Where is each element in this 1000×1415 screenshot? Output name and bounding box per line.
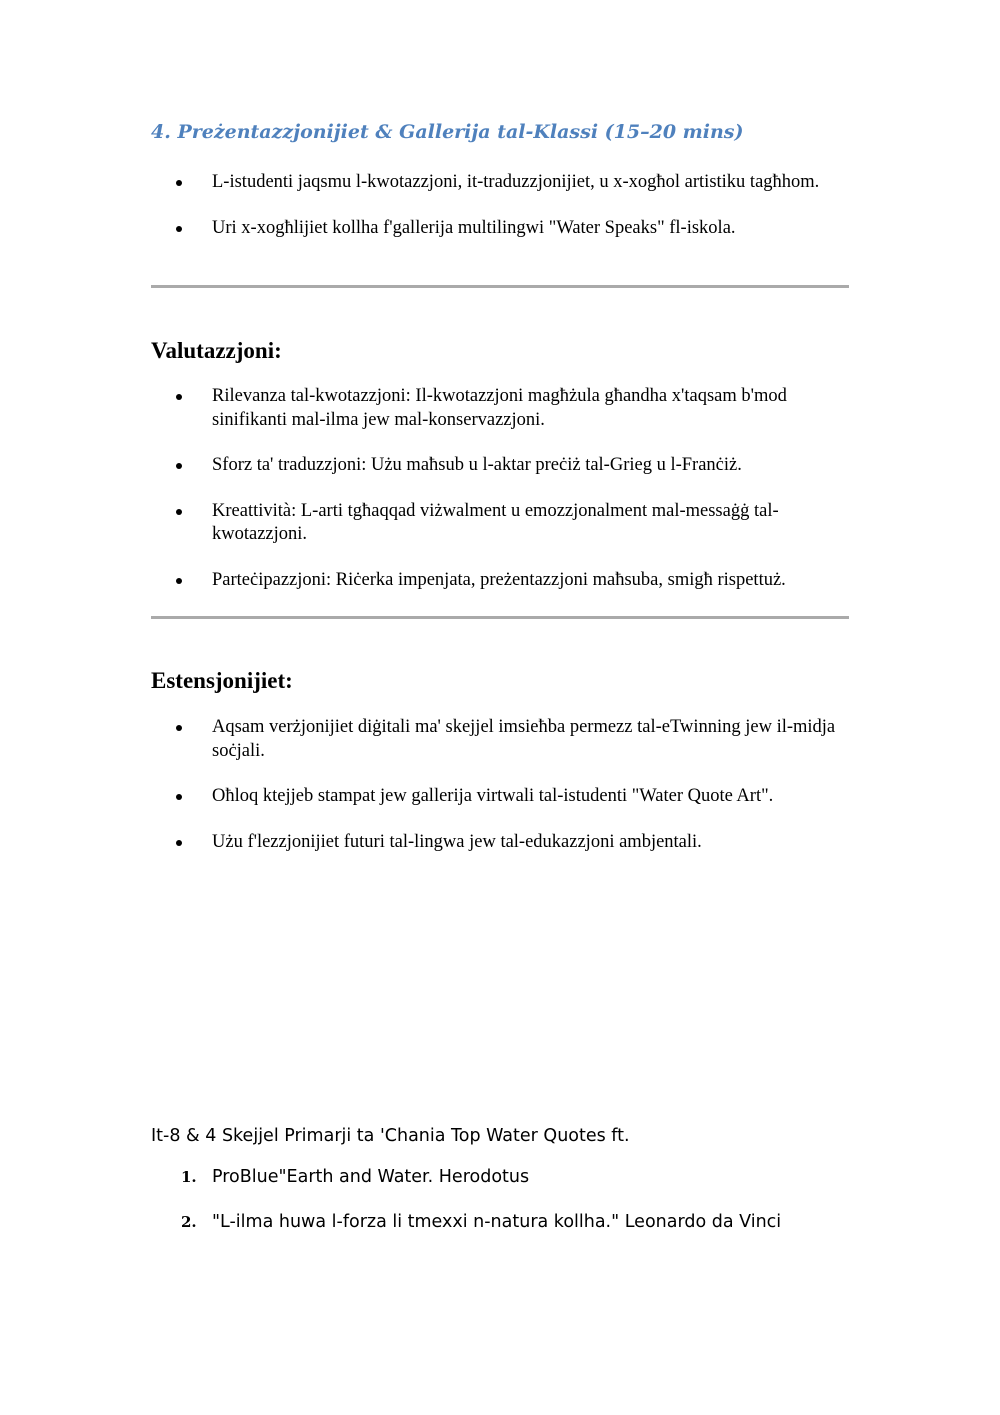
- section-heading-extensions: Estensjonijiet:: [151, 668, 293, 693]
- bullet-icon: [176, 794, 182, 800]
- list-number: 2.: [181, 1213, 197, 1231]
- list-item: Użu f'lezzjonijiet futuri tal-lingwa jew tal-edukazzjoni ambjentali.: [151, 831, 849, 855]
- bullet-icon: [176, 463, 182, 469]
- list-item: Aqsam verżjonijiet diġitali ma' skejjel imsieħba permezz tal-eTwinning jew il-midja soċjali.: [151, 716, 849, 763]
- list-item: Sforz ta' traduzzjoni: Użu maħsub u l-aktar preċiż tal-Grieg u l-Franċiż.: [151, 454, 849, 478]
- bullet-icon: [176, 840, 182, 846]
- list-item: Rilevanza tal-kwotazzjoni: Il-kwotazzjoni magħżula għandha x'taqsam b'mod sinifikanti mal-ilma jew mal-konservazzjoni.: [151, 385, 849, 432]
- list-item: 1. ProBlue"Earth and Water. Herodotus: [181, 1167, 530, 1187]
- bullet-icon: [176, 226, 182, 232]
- list-item: Kreattività: L-arti tgħaqqad viżwalment u emozzjonalment mal-messaġġ tal-kwotazzjoni.: [151, 500, 849, 547]
- bullet-icon: [176, 180, 182, 186]
- presentations-list: [151, 171, 849, 262]
- quotes-intro: It-8 & 4 Skejjel Primarji ta 'Chania Top Water Quotes ft.: [151, 1126, 630, 1146]
- section-heading-assessment: Valutazzjoni:: [151, 338, 282, 363]
- section-heading-presentations: 4. Preżentazzjonijiet & Gallerija tal-Klassi (15–20 mins): [151, 121, 744, 143]
- assessment-list: [151, 385, 849, 614]
- list-item: Parteċipazzjoni: Riċerka impenjata, preżentazzjoni maħsuba, smigħ rispettuż.: [151, 569, 849, 593]
- list-item: L-istudenti jaqsmu l-kwotazzjoni, it-traduzzjonijiet, u x-xogħol artistiku tagħhom.: [151, 171, 849, 195]
- bullet-icon: [176, 578, 182, 584]
- bullet-icon: [176, 725, 182, 731]
- divider: [151, 616, 849, 619]
- list-item: Oħloq ktejjeb stampat jew gallerija virtwali tal-istudenti "Water Quote Art".: [151, 785, 849, 809]
- list-item: Uri x-xogħlijiet kollha f'gallerija multilingwi "Water Speaks" fl-iskola.: [151, 217, 849, 241]
- bullet-icon: [176, 509, 182, 515]
- quotes-list: [151, 1165, 851, 1255]
- divider: [151, 285, 849, 288]
- list-number: 1.: [181, 1168, 197, 1186]
- bullet-icon: [176, 394, 182, 400]
- extensions-list: [151, 716, 849, 876]
- list-item: 2. "L-ilma huwa l-forza li tmexxi n-natura kollha." Leonardo da Vinci: [181, 1212, 782, 1232]
